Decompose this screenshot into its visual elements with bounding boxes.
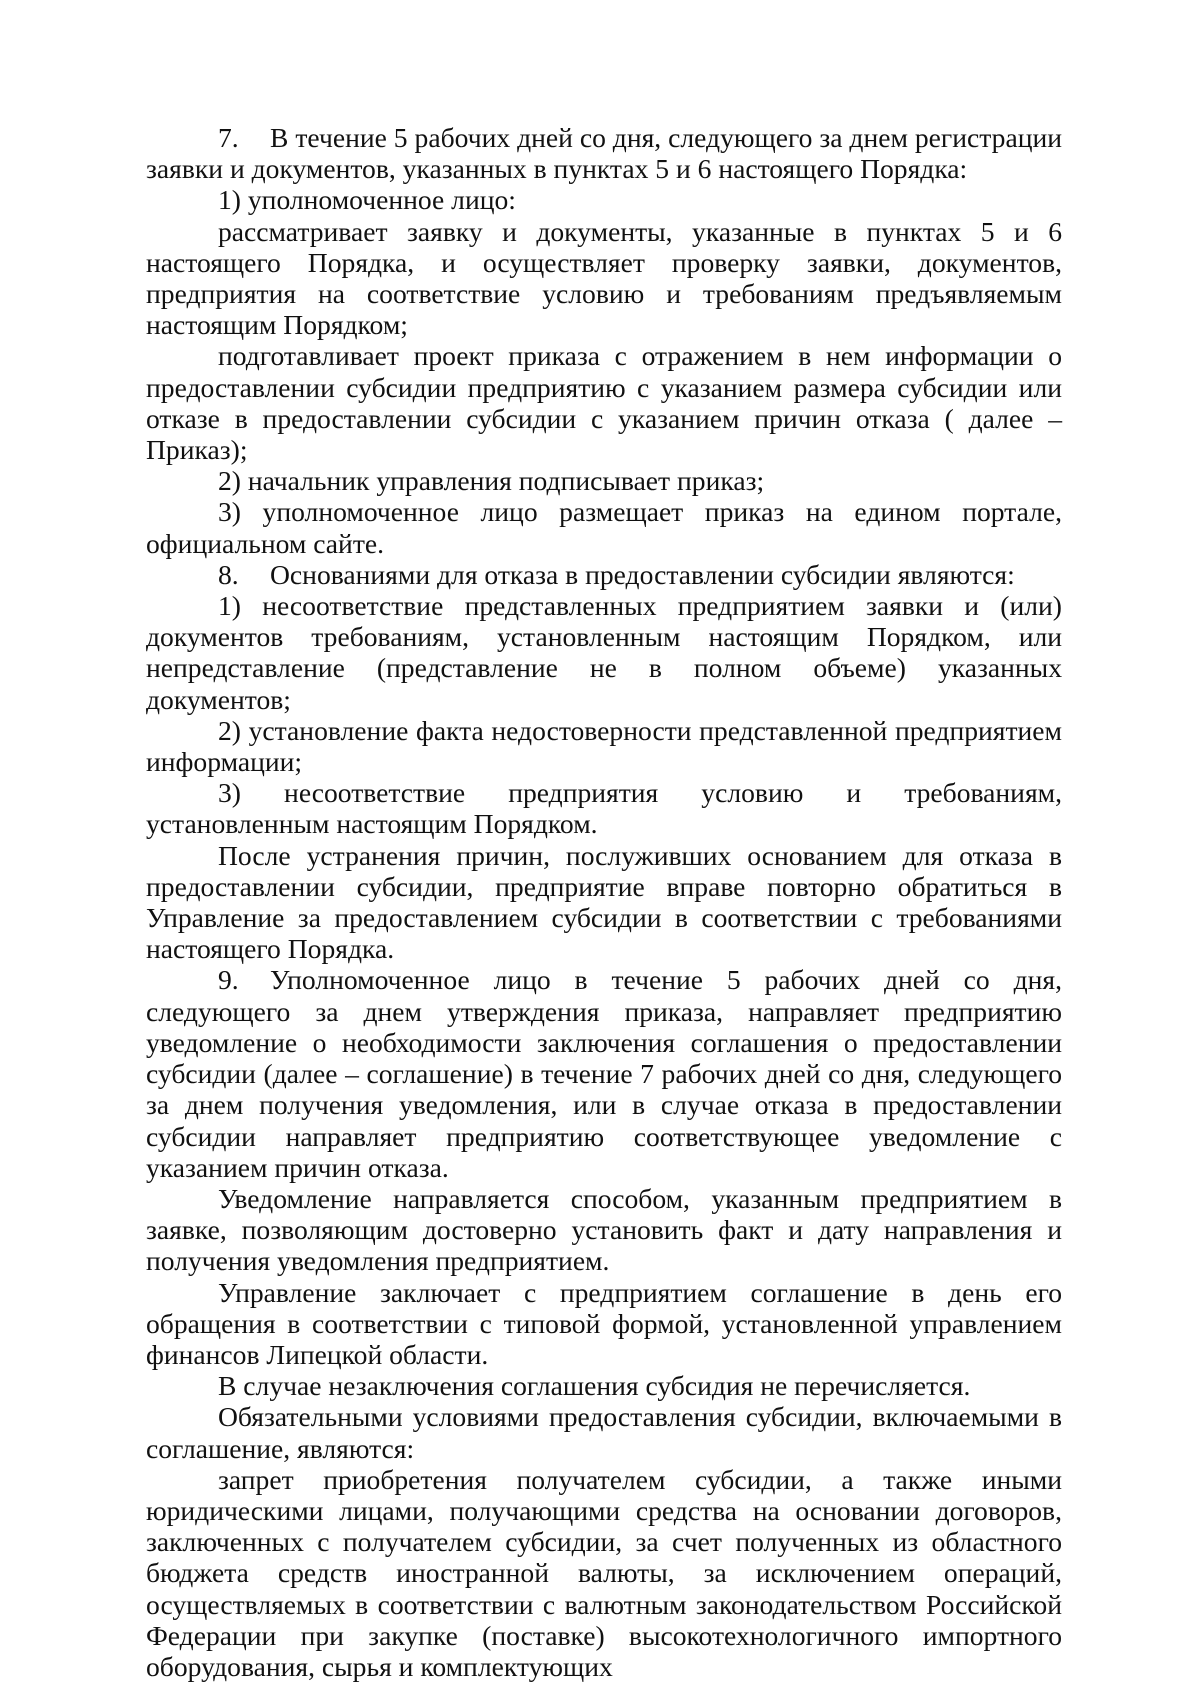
paragraph-9-f: запрет приобретения получателем субсидии, а также иными юридическими лицами, получающими средства на основании договоров, заключенных с получателем субсидии, за счет полученных из областного бюджета средств иностранной валюты, за исключением операций, осуществляемых в соответствии с валютным законодательством Российской Федерации при закупке (поставке) высокотехнологичного импортного оборудования, сырья и комплектующих: [146, 1463, 1062, 1682]
paragraph-9-text: Уполномоченное лицо в течение 5 рабочих дней со дня, следующего за днем утверждения приказа, направляет предприятию уведомление о необходимости заключения соглашения о предоставлении субсидии (далее – соглашение) в течение 7 рабочих дней со дня, следующего за днем получения уведомления, или в случае отказа в предоставлении субсидии направляет предприятию соответствующее уведомление с указанием причин отказа.: [146, 964, 1062, 1183]
paragraph-7-1a: рассматривает заявку и документы, указанные в пунктах 5 и 6 настоящего Порядка, и осуществляет проверку заявки, документов, предприятия на соответствие условию и требованиям предъявляемым настоящим Порядком;: [146, 215, 1062, 341]
paragraph-7-2: 2) начальник управления подписывает приказ;: [218, 465, 765, 497]
paragraph-9: [146, 964, 1062, 1182]
paragraph-7-1b: подготавливает проект приказа с отражением в нем информации о предоставлении субсидии предприятию с указанием размера субсидии или отказе в предоставлении субсидии с указанием причин отказа ( далее – Приказ);: [146, 340, 1062, 466]
paragraph-7: [146, 122, 1062, 184]
document-page: [146, 122, 1062, 1682]
paragraph-7-1: 1) уполномоченное лицо:: [218, 184, 516, 216]
paragraph-8-3: 3) несоответствие предприятия условию и требованиям, установленным настоящим Порядком.: [146, 777, 1062, 840]
paragraph-9-d: В случае незаключения соглашения субсидия не перечисляется.: [218, 1370, 971, 1402]
item-number-7: 7.: [218, 122, 239, 153]
paragraph-7-text: В течение 5 рабочих дней со дня, следующего за днем регистрации заявки и документов, указанных в пунктах 5 и 6 настоящего Порядка:: [146, 122, 1062, 185]
item-number-9: 9.: [218, 964, 239, 996]
paragraph-8-2: 2) установление факта недостоверности представленной предприятием информации;: [146, 714, 1062, 778]
paragraph-9-b: Уведомление направляется способом, указанным предприятием в заявке, позволяющим достоверно установить факт и дату направления и получения уведомления предприятием.: [146, 1182, 1062, 1277]
paragraph-8-after: После устранения причин, послуживших основанием для отказа в предоставлении субсидии, предприятие вправе повторно обратиться в Управление за предоставлением субсидии в соответствии с требованиями настоящего Порядка.: [146, 839, 1062, 965]
paragraph-7-3: 3) уполномоченное лицо размещает приказ на едином портале, официальном сайте.: [146, 496, 1062, 559]
paragraph-8: [146, 559, 1062, 590]
paragraph-9-e: Обязательными условиями предоставления субсидии, включаемыми в соглашение, являются:: [146, 1401, 1062, 1464]
paragraph-8-text: Основаниями для отказа в предоставлении субсидии являются:: [270, 558, 1015, 590]
paragraph-9-c: Управление заключает с предприятием соглашение в день его обращения в соответствии с типовой формой, установленной управлением финансов Липецкой области.: [146, 1276, 1062, 1370]
paragraph-8-1: 1) несоответствие представленных предприятием заявки и (или) документов требованиям, установленным настоящим Порядком, или непредставление (представление не в полном объеме) указанных документов;: [146, 590, 1062, 715]
item-number-8: 8.: [218, 558, 239, 590]
